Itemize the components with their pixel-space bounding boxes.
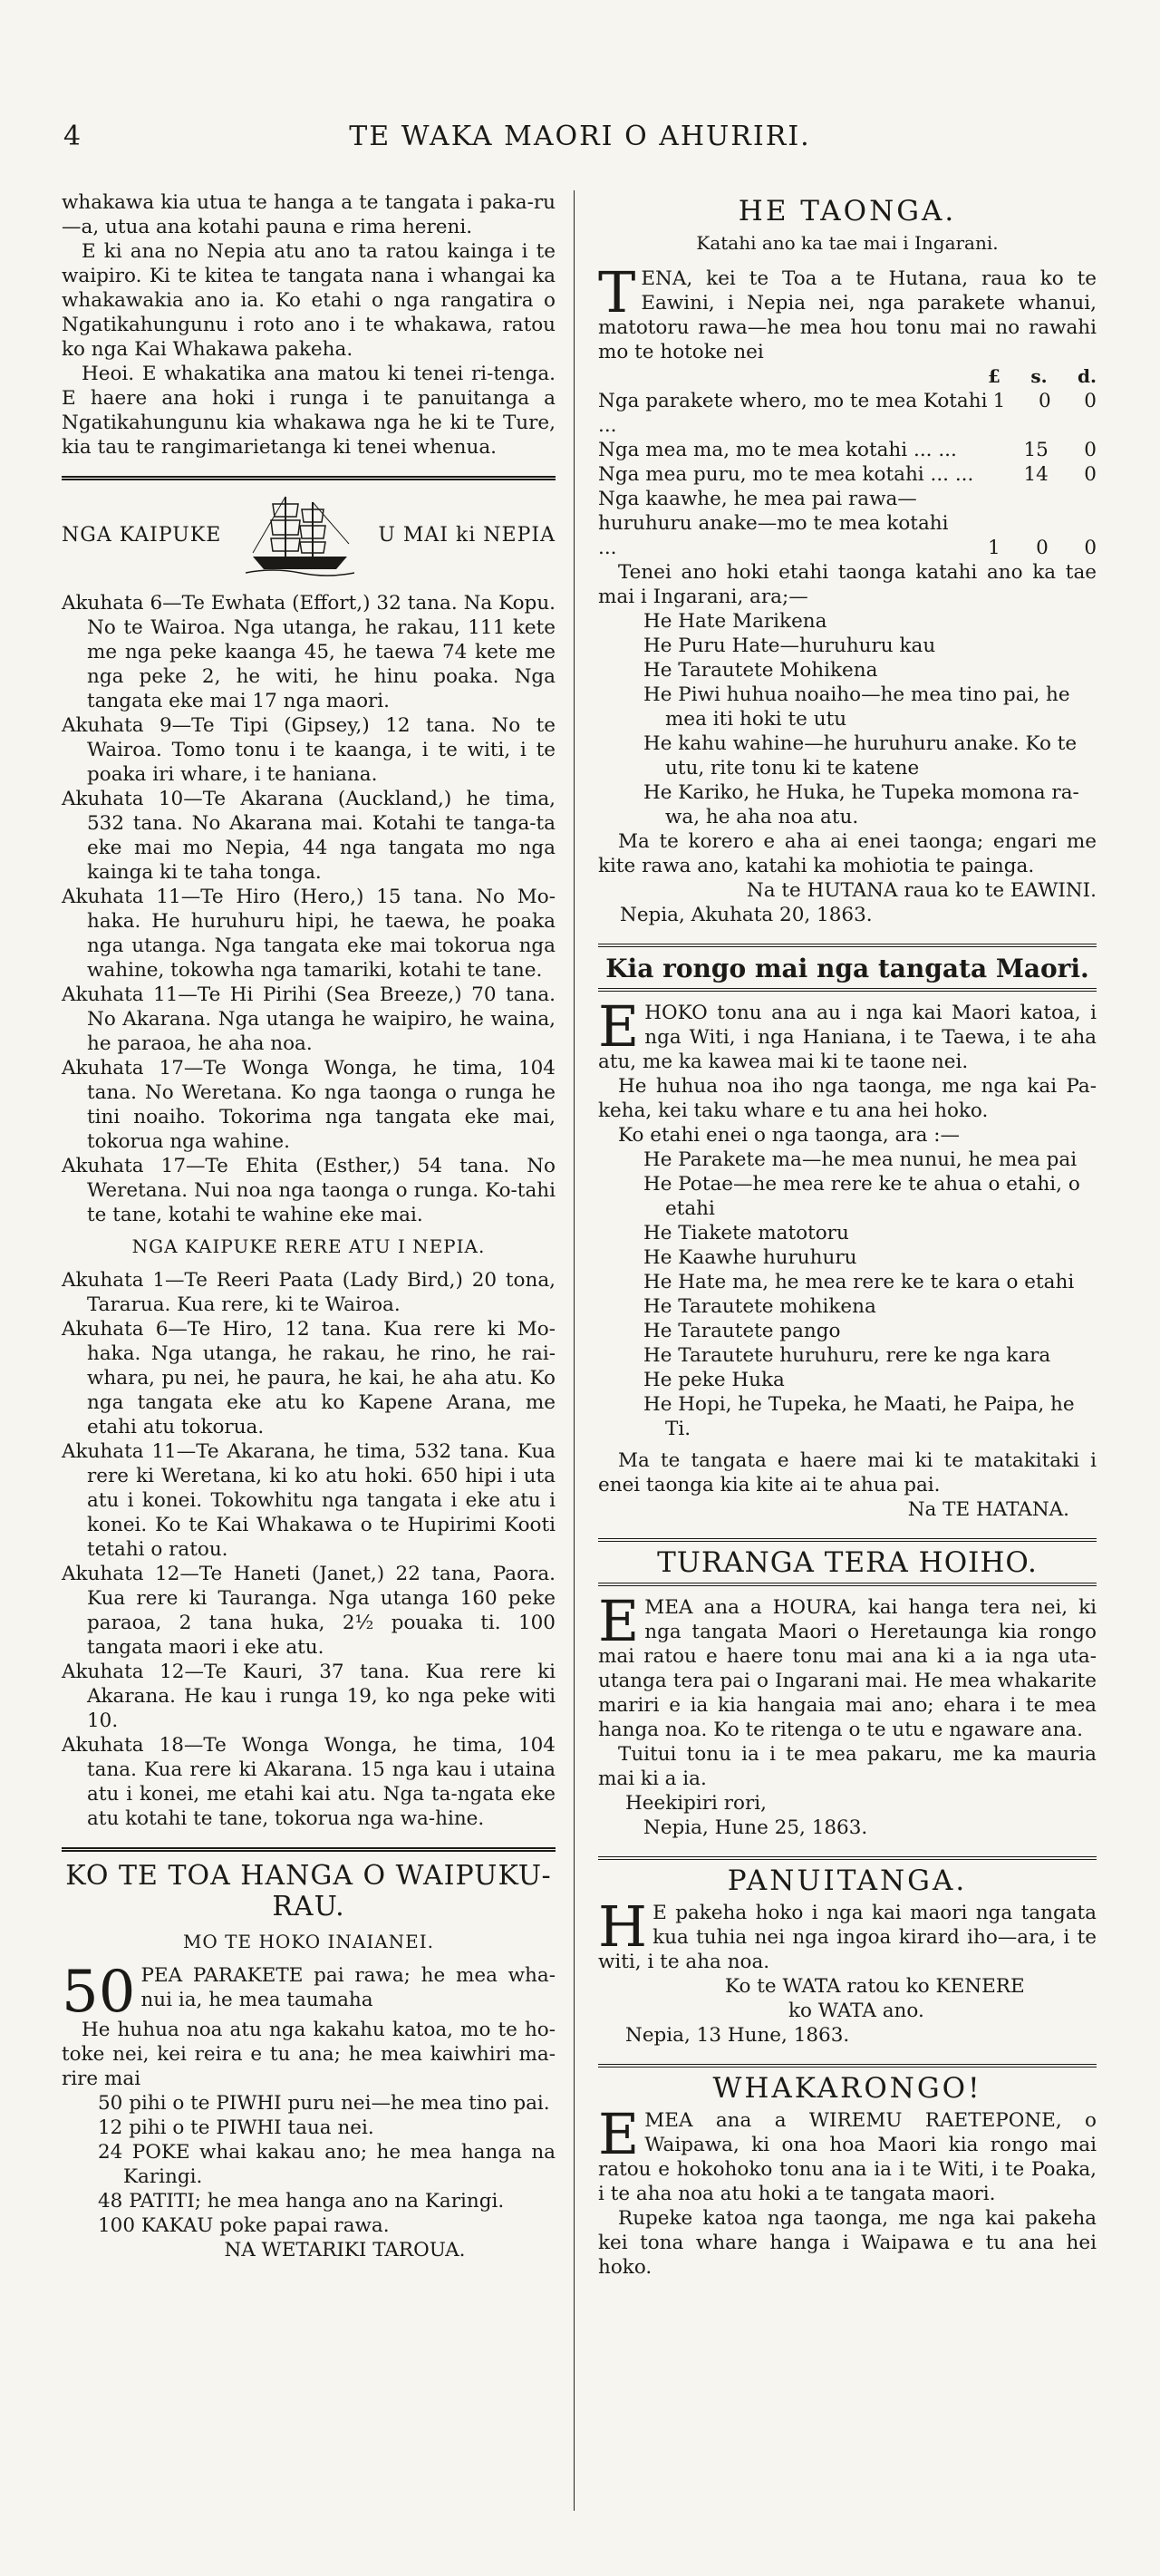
- right-column: [598, 190, 1097, 2280]
- shop-item: 12 pihi o te PIWHI taua nei.: [98, 2116, 374, 2139]
- taonga-heading: HE TAONGA.: [738, 195, 957, 228]
- rongo-list-item: He Hate ma, he mea rere ke te kara o etahi: [643, 1271, 1075, 1293]
- arrival-entry: Akuhata 17—Te Ehita (Esther,) 54 tana. No Weretana. Nui noa nga taonga o runga. Ko-tahi te tane, kotahi te wahine eke mai.: [62, 1155, 556, 1226]
- intro-paragraph: whakawa kia utua te hanga a te tangata i paka-ru—a, utua ana kotahi pauna e rima hereni.: [62, 191, 556, 238]
- taonga-list: [598, 609, 1097, 829]
- rongo-paragraph: Ko etahi enei o nga taonga, ara :—: [618, 1124, 961, 1147]
- departure-entry: Akuhata 11—Te Akarana, he tima, 532 tana. Kua rere ki Weretana, ki ko atu hoki. 650 hipi i uta atu i konei. Tokowhitu nga tangata i eke atu i konei. Ko te Kai Whakawa o te Hupirimi Kooti tetahi o ratou.: [62, 1440, 556, 1561]
- price-row: [598, 487, 1097, 560]
- rongo-list-item: He peke Huka: [643, 1369, 785, 1391]
- departure-entry: Akuhata 12—Te Haneti (Janet,) 22 tana, Paora. Kua rere ki Tauranga. Nga utanga 160 peke paraoa, 2 tana huka, 2½ pouaka ti. 100 tangata maori i eke atu.: [62, 1563, 556, 1659]
- rongo-heading: Kia rongo mai nga tangata Maori.: [605, 954, 1089, 983]
- departures-heading: NGA KAIPUKE RERE ATU I NEPIA.: [131, 1235, 486, 1257]
- intro-paragraph: E ki ana no Nepia atu ano ta ratou kainga i te waipiro. Ki te kitea te tangata nana i whangai ka whakawakia ano ia. Ko etahi o nga rangatira o Ngatikahungunu i roto ano i te whakawa, ratou ko nga Kai Whakawa pakeha.: [62, 240, 556, 361]
- rongo-intro: [598, 993, 1097, 1074]
- left-column: [62, 190, 556, 2262]
- rongo-list-item: He Tarautete mohikena: [643, 1295, 876, 1318]
- whaka-paragraph: Rupeke katoa nga taonga, me nga kai pakeha kei tona whare hanga i Waipawa e tu ana hei hoko.: [598, 2207, 1097, 2279]
- hoiho-text: [598, 1588, 1097, 1742]
- shipping-heading: [62, 489, 556, 580]
- shipping-heading-left: NGA KAIPUKE: [62, 523, 222, 547]
- panui-signature-line1: Ko te WATA ratou ko KENERE: [725, 1975, 1025, 1998]
- price-shillings: 0: [1038, 390, 1051, 412]
- shop-item: 24 POKE whai kakau ano; he mea hanga na Karingi.: [98, 2141, 556, 2188]
- price-pounds: 1: [992, 390, 1006, 412]
- section-divider: [598, 1856, 1097, 1860]
- rongo-signature: Na TE HATANA.: [907, 1498, 1069, 1521]
- shop-item-list: [62, 2091, 556, 2238]
- sailing-ship-icon: [246, 489, 354, 580]
- taonga-list-item: He Hate Marikena: [643, 610, 827, 633]
- hoiho-drop-cap: E: [598, 1588, 640, 1654]
- rongo-list-item: He Kaawhe huruhuru: [643, 1246, 857, 1269]
- departure-entry: Akuhata 18—Te Wonga Wonga, he tima, 104 tana. Kua rere ki Akarana. 15 nga kau i utaina atu i konei, me etahi kai atu. Nga ta-ngata eke atu kotahi te tane, tokorua nga wa-hine.: [62, 1734, 556, 1830]
- whaka-heading: WHAKARONGO!: [712, 2072, 982, 2105]
- arrival-entry: Akuhata 11—Te Hi Pirihi (Sea Breeze,) 70 tana. No Akarana. Nga utanga he waipiro, he waina, he paraoa, he aha noa.: [62, 983, 556, 1055]
- arrival-entry: Akuhata 6—Te Ewhata (Effort,) 32 tana. Na Kopu. No te Wairoa. Nga utanga, he rakau, 111 kete me nga peke kaanga 45, he taewa 74 kete me nga peke 2, he witi, he hinu poaka. Nga tangata eke mai 17 nga maori.: [62, 592, 556, 712]
- shop-heading: KO TE TOA HANGA O WAIPUKU-RAU.: [65, 1860, 552, 1922]
- hoiho-body: MEA ana a HOURA, kai hanga tera nei, ki nga tangata Maori o Heretaunga kia rongo mai ratou e haere tonu mai ana ki a ia nga uta-utanga tera pai o Ingarani mai. He mea whakarite mariri e ia kia hangaia mai ano; ehara i te mea hanga noa. Ko te ritenga o te utu e ngaware ana.: [598, 1596, 1097, 1741]
- taonga-intro: [598, 259, 1097, 364]
- section-divider: [62, 476, 556, 480]
- price-row: [598, 462, 1097, 487]
- rongo-intro-text: HOKO tonu ana au i nga kai Maori katoa, i nga Witi, i nga Haniana, i te Taewa, i te aha atu, me ka kawea mai ki te taone nei.: [598, 1002, 1097, 1073]
- currency-shillings: s.: [1030, 365, 1048, 387]
- arrival-entry: Akuhata 17—Te Wonga Wonga, he tima, 104 tana. No Weretana. Ko nga taonga o runga he tini noaiho. Tokorima nga tangata eke mai, tokorua nga wahine.: [62, 1057, 556, 1153]
- shop-drop-number: 50: [62, 1959, 136, 2026]
- price-pence: 0: [1084, 463, 1097, 486]
- masthead-title: TE WAKA MAORI O AHURIRI.: [349, 121, 811, 152]
- section-divider: [62, 1847, 556, 1852]
- hoiho-date: Nepia, Hune 25, 1863.: [643, 1816, 868, 1839]
- taonga-signature: Na te HUTANA raua ko te EAWINI.: [746, 879, 1097, 902]
- shipping-heading-right: U MAI ki NEPIA: [378, 523, 556, 547]
- shop-item: 50 pihi o te PIWHI puru nei—he mea tino pai.: [98, 2092, 550, 2115]
- panui-text: [598, 1893, 1097, 1974]
- rongo-drop-cap: E: [598, 993, 640, 1060]
- price-pence: 0: [1084, 439, 1097, 461]
- price-row: [598, 438, 1097, 462]
- taonga-date: Nepia, Akuhata 20, 1863.: [620, 904, 873, 926]
- shop-subheading: MO TE HOKO INAIANEI.: [182, 1931, 435, 1952]
- taonga-more: Tenei ano hoki etahi taonga katahi ano ka tae mai i Ingarani, ara;—: [598, 561, 1097, 608]
- price-label: Nga mea ma, mo te mea kotahi ... ...: [598, 439, 957, 461]
- departure-entry: Akuhata 6—Te Hiro, 12 tana. Kua rere ki Mo-haka. Nga utanga, he rakau, he rino, he rai-whara, pu nei, he paura, he kai, he aha atu. Ko nga tangata eke atu ko Kapene Arana, me etahi atu tokorua.: [62, 1318, 556, 1438]
- shop-item: 48 PATITI; he mea hanga ano na Karingi.: [98, 2190, 505, 2213]
- hoiho-heading: TURANGA TERA HOIHO.: [657, 1546, 1038, 1579]
- section-divider: [598, 944, 1097, 947]
- taonga-list-item: He Puru Hate—huruhuru kau: [643, 634, 936, 657]
- arrival-entry: Akuhata 10—Te Akarana (Auckland,) he tima, 532 tana. No Akarana mai. Kotahi te tanga-ta eke mai mo Nepia, 44 nga tangata mo nga kainga ki te taha tonga.: [62, 788, 556, 884]
- section-divider: [598, 988, 1097, 992]
- section-divider: [598, 2064, 1097, 2068]
- currency-pence: d.: [1078, 365, 1097, 387]
- section-divider: [598, 1538, 1097, 1542]
- panui-drop-cap: H: [598, 1893, 648, 1960]
- panui-signature-line2: ko WATA ano.: [788, 2000, 924, 2022]
- rongo-list-item: He Tarautete pango: [643, 1320, 841, 1342]
- rongo-paragraph: He huhua noa iho nga taonga, me nga kai Pa-keha, kei taku whare e tu ana hei hoko.: [598, 1075, 1097, 1122]
- taonga-intro-text: ENA, kei te Toa a te Hutana, raua ko te Eawini, i Nepia nei, nga parakete whanui, matotoru rawa—he mea hou tonu mai no rawahi mo te hotoke nei: [598, 267, 1097, 363]
- hoiho-paragraph: Tuitui tonu ia i te mea pakaru, me ka mauria mai ki a ia.: [598, 1743, 1097, 1790]
- panui-date: Nepia, 13 Hune, 1863.: [625, 2024, 850, 2047]
- intro-paragraph: Heoi. E whakatika ana matou ki tenei ri-tenga. E haere ana hoki i runga i te panuitanga a Ngatikahungunu kia whakawa nga he ki te Ture, kia tau te rangimarietanga ki tenei whenua.: [62, 363, 556, 459]
- panui-body: E pakeha hoko i nga kai maori nga tangata kua tuhia nei nga ingoa kirard iho—ara, i te witi, i te aha noa.: [598, 1902, 1097, 1973]
- price-shillings: 14: [1023, 463, 1049, 486]
- taonga-list-item: He Piwi huhua noaiho—he mea tino pai, he mea iti hoki te utu: [643, 683, 1070, 731]
- rongo-list-item: He Hopi, he Tupeka, he Maati, he Paipa, he Ti.: [643, 1393, 1075, 1440]
- taonga-list-item: He Tarautete Mohikena: [643, 659, 878, 682]
- price-shillings: 15: [1023, 439, 1049, 461]
- price-pence: 0: [1084, 537, 1097, 559]
- shop-signature: NA WETARIKI TAROUA.: [224, 2239, 466, 2261]
- departure-entry: Akuhata 1—Te Reeri Paata (Lady Bird,) 20 tona, Tararua. Kua rere, ki te Wairoa.: [62, 1269, 556, 1316]
- taonga-list-item: He kahu wahine—he huruhuru anake. Ko te utu, rite tonu ki te katene: [643, 732, 1078, 780]
- taonga-drop-cap: T: [598, 259, 636, 325]
- taonga-subheading: Katahi ano ka tae mai i Ingarani.: [696, 232, 999, 254]
- price-label: Nga kaawhe, he mea pai rawa—huruhuru anake—mo te mea kotahi ...: [598, 488, 949, 559]
- rongo-list-item: He Parakete ma—he mea nunui, he mea pai: [643, 1148, 1078, 1171]
- page-number: 4: [63, 121, 82, 152]
- price-label: Nga parakete whero, mo te mea Kotahi ...: [598, 390, 988, 437]
- arrival-entry: Akuhata 9—Te Tipi (Gipsey,) 12 tana. No te Wairoa. Tomo tonu i te kaanga, i te witi, i te poaka iri whare, i te haniana.: [62, 714, 556, 786]
- departure-entry: Akuhata 12—Te Kauri, 37 tana. Kua rere ki Akarana. He kau i runga 19, ko nga peke witi 10.: [62, 1661, 556, 1732]
- rongo-list-item: He Potae—he mea rere ke te ahua o etahi, o etahi: [643, 1173, 1080, 1220]
- price-pence: 0: [1084, 390, 1097, 412]
- shop-first-text: PEA PARAKETE pai rawa; he mea wha-nui ia, he mea taumaha: [140, 1964, 556, 2011]
- rongo-list: [598, 1148, 1097, 1441]
- panui-heading: PANUITANGA.: [727, 1864, 968, 1897]
- column-divider: [574, 190, 575, 2511]
- rongo-close: Ma te tangata e haere mai ki te matakitaki i enei taonga kia kite ai te ahua pai.: [598, 1449, 1097, 1496]
- shop-paragraph: He huhua noa atu nga kakahu katoa, mo te ho-toke nei, kei reira e tu ana; he mea kaiwhiri ma-rire mai: [62, 2019, 556, 2090]
- taonga-close: Ma te korero e aha ai enei taonga; engari me kite rawa ano, katahi ka mohiotia te painga.: [598, 830, 1097, 877]
- whaka-text: [598, 2101, 1097, 2206]
- arrival-entry: Akuhata 11—Te Hiro (Hero,) 15 tana. No Mo-haka. He huruhuru hipi, he taewa, he poaka nga utanga. Nga tangata eke mai tokorua nga wahine, tokowha nga tamariki, kotahi te tane.: [62, 886, 556, 982]
- rongo-list-item: He Tiakete matotoru: [643, 1222, 849, 1244]
- taonga-list-item: He Kariko, he Huka, he Tupeka momona ra-wa, he aha noa atu.: [643, 781, 1079, 828]
- rongo-list-item: He Tarautete huruhuru, rere ke nga kara: [643, 1344, 1051, 1367]
- section-divider: [598, 1583, 1097, 1586]
- price-shillings: 0: [1036, 537, 1049, 559]
- price-label: Nga mea puru, mo te mea kotahi ... ...: [598, 463, 974, 486]
- currency-header: [598, 364, 1097, 389]
- price-row: [598, 389, 1097, 438]
- currency-pounds: £: [988, 365, 1000, 387]
- hoiho-signature: Heekipiri rori,: [625, 1792, 767, 1815]
- price-pounds: 1: [988, 537, 1000, 559]
- shop-first-item: [62, 1959, 556, 2026]
- whaka-body: MEA ana a WIREMU RAETEPONE, o Waipawa, ki ona hoa Maori kia rongo mai ratou e hokohoko tonu ana ia i te Witi, i te Poaka, i te aha noa atu hoki a te tangata maori.: [598, 2109, 1097, 2205]
- whaka-drop-cap: E: [598, 2101, 640, 2167]
- shop-item: 100 KAKAU poke papai rawa.: [98, 2214, 390, 2237]
